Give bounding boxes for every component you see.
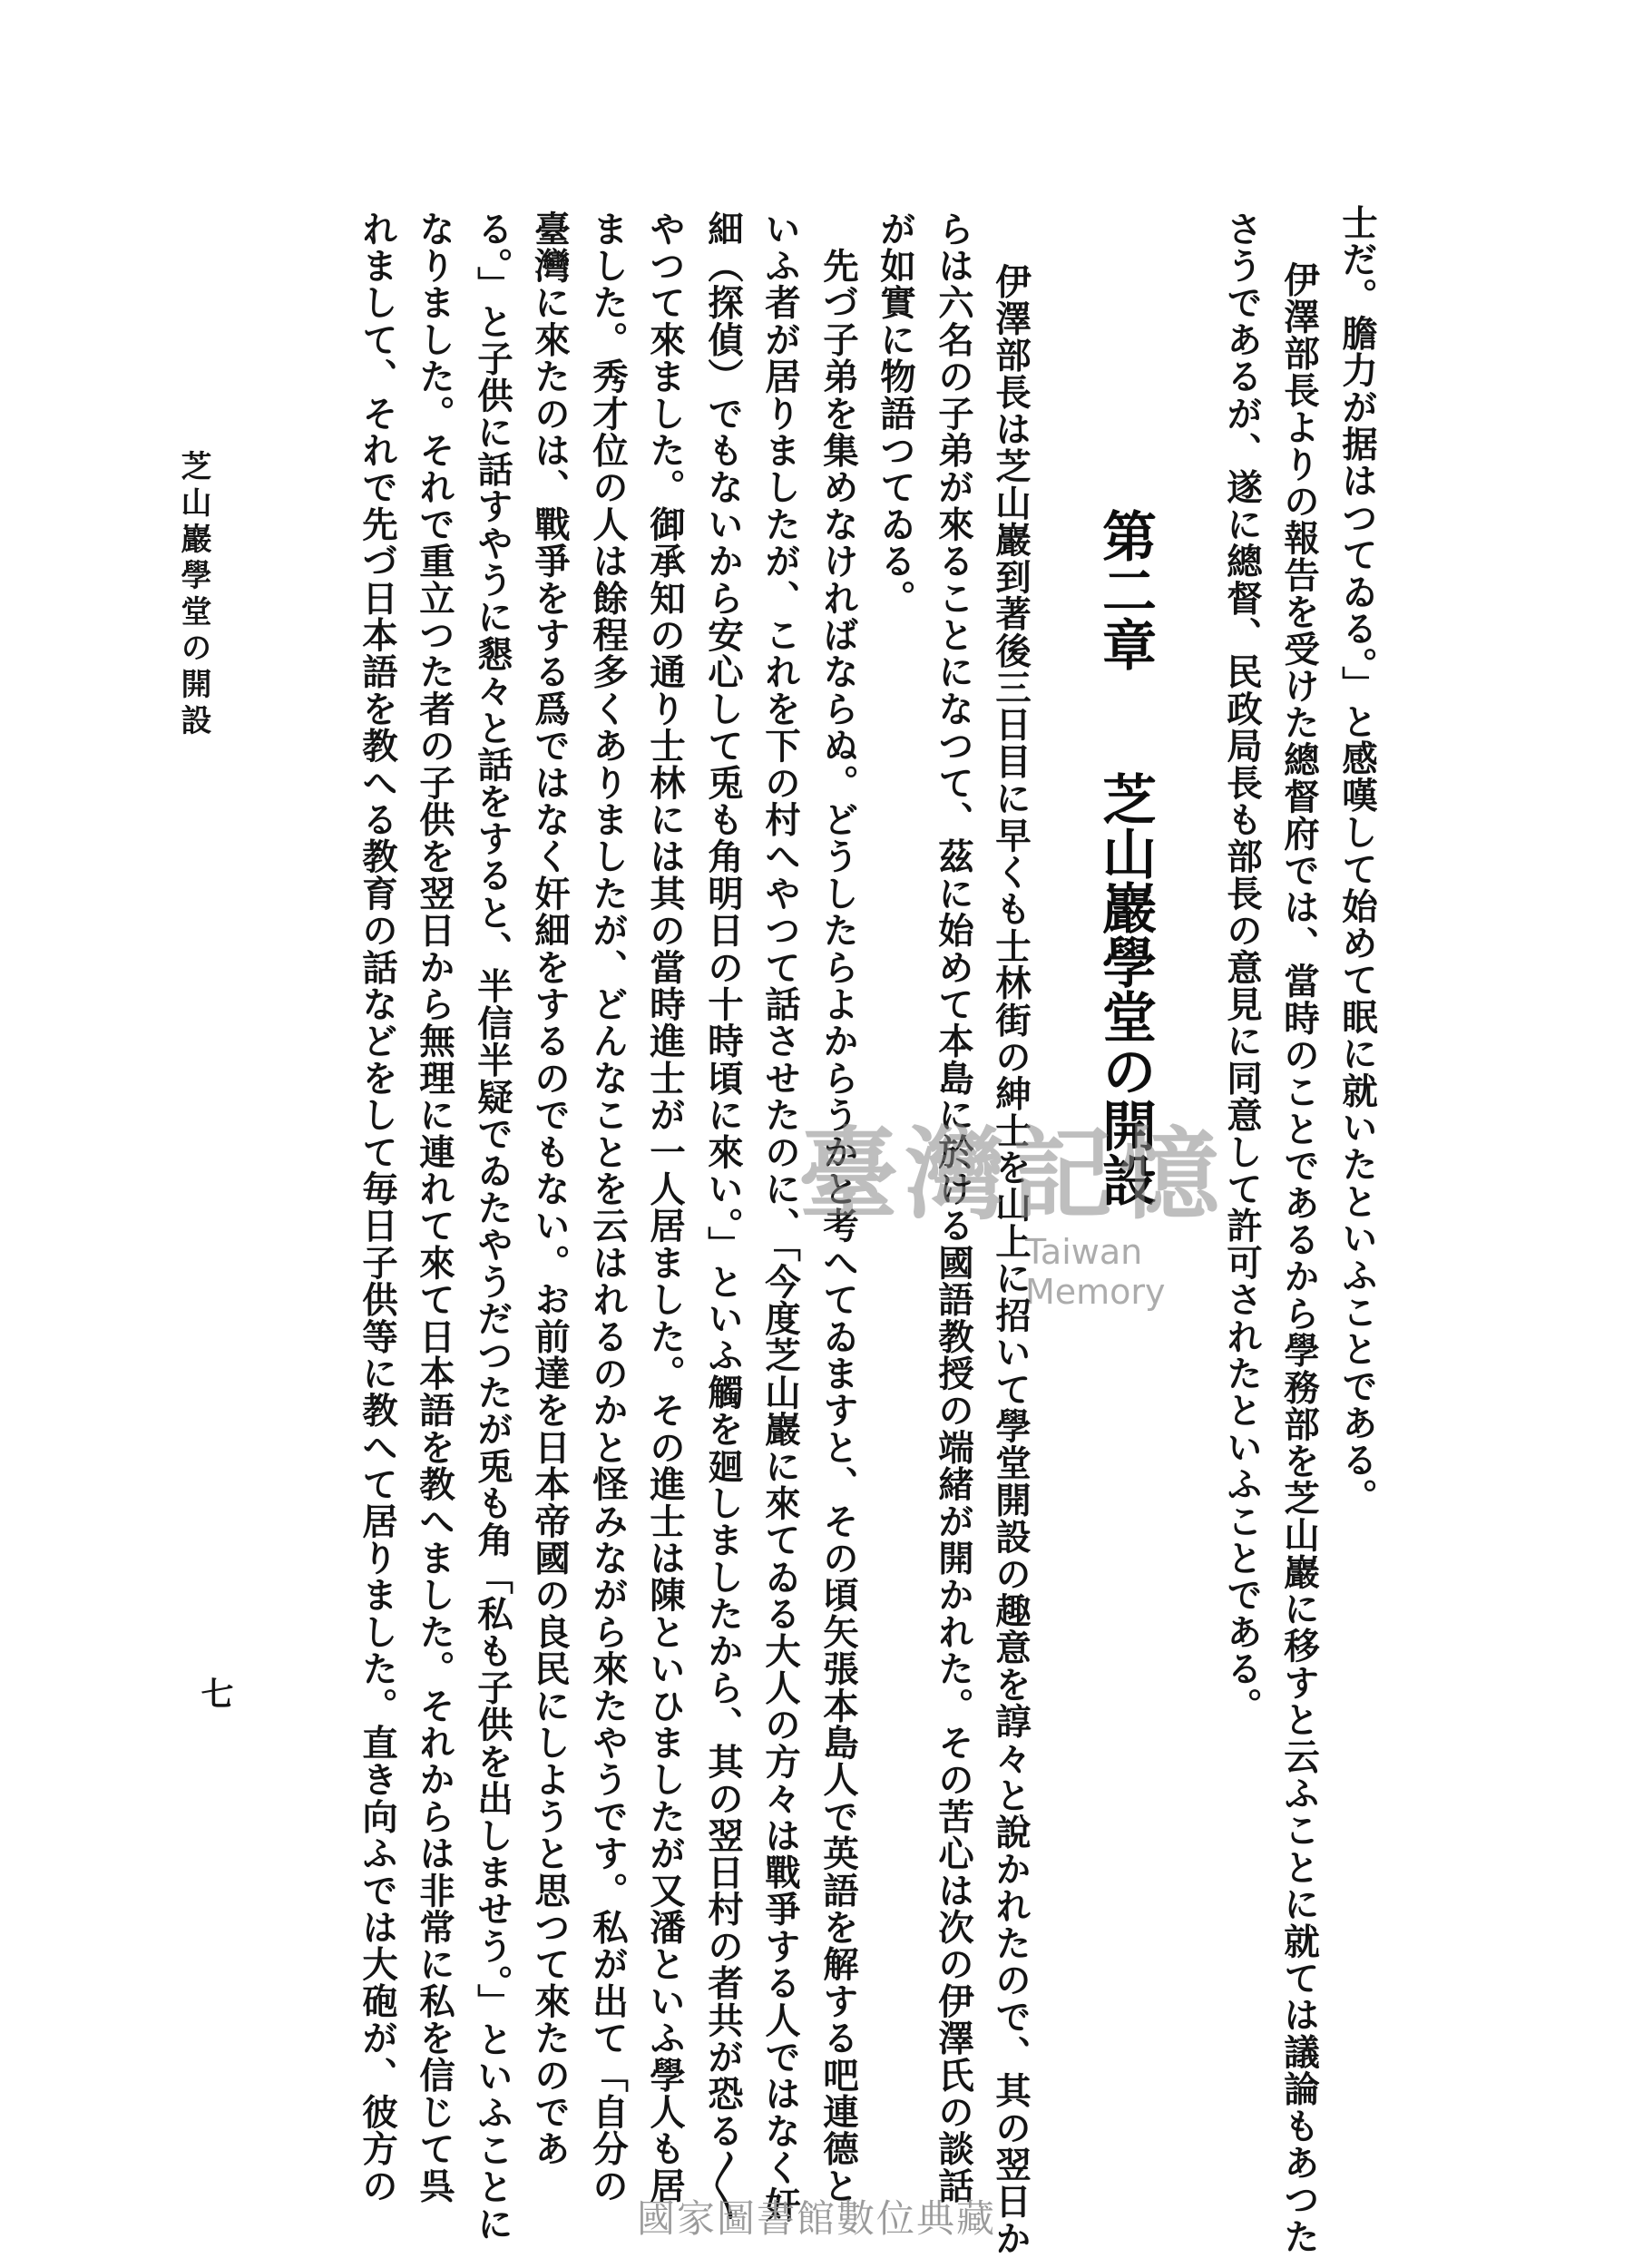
watermark-text: 臺灣記憶 [798,1117,1227,1233]
running-head: 芝山巖學堂の開設 [175,450,211,740]
watermark-subtext: Taiwan Memory [1025,1232,1166,1312]
chapter-title: 芝山巖學堂の開設 [1093,771,1157,1207]
watermark [798,1116,1288,1312]
text-column-14: なりました。それで重立つた者の子供を翌日から無理に連れて來て日本語を教へました。それからは非常に私を信じて呉 [414,210,455,2204]
text-column-13: る。」と子供に話すやうに懇々と話をすると、半信半疑でゐたやうだつたが兎も角「私も子供を出しませう。」といふことに [472,210,513,2243]
text-column-9: 細（探偵）でもないから安心して兎も角明日の十時頃に來い。」といふ觸を廻しましたから、其の翌日村の者共が恐る〳〵 [702,210,744,2223]
text-column-11: ました。秀才位の人は餘程多くありましたが、どんなことを云はれるのかと怪みながら來たやうです。私が出て「自分の [587,210,629,2204]
text-column-5: らは六名の子弟が來ることになつて、茲に始めて本島に於ける國語教授の端緒が開かれた。その苦心は次の伊澤氏の談話 [933,210,974,2204]
text-column-15: れまして、それで先づ日本語を教へる教育の話などをして毎日子供等に教へて居りました。直き向ふでは大砲が、彼方の [357,210,398,2204]
text-column-12: 臺灣に來たのは、戰爭をする爲ではなく奸細をするのでもない。お前達を日本帝國の良民にしようと思つて來たのであ [529,210,571,2168]
footer-collection-label: 國家圖書館數位典藏 [636,2196,996,2241]
text-column-4: 伊澤部長は芝山巖到著後三日目に早くも士林街の紳士を山上に招いて學堂開設の趣意を諄々と說かれたので、其の翌日か [990,263,1032,2257]
chapter-number: 第二章 [1093,508,1157,671]
text-column-2: 伊澤部長よりの報告を受けた總督府では、當時のことであるから學務部を芝山巖に移すと云ふことに就ては議論もあつた [1278,261,1320,2255]
text-column-3: さうであるが、遂に總督、民政局長も部長の意見に同意して許可されたといふことである。 [1221,210,1263,1725]
chapter-heading [1089,508,1161,1207]
page-number: 七 [196,1677,234,1709]
text-column-1: 士だ。膽力が据はつてゐる。」と感嘆して始めて眠に就いたといふことである。 [1336,204,1378,1516]
text-column-8: いふ者が居りましたが、これを下の村へやつて話させたのに、「今度芝山巖に來てゐる大人の方々は戰爭する人ではなく奸 [759,210,801,2224]
text-column-7: 先づ子弟を集めなければならぬ。どうしたらよからうかと考へてゐますと、その頃矢張本島人で英語を解する吧連德と [817,210,859,2204]
text-column-6: が如實に物語つてゐる。 [875,210,916,617]
text-column-10: やつて來ました。御承知の通り士林には其の當時進士が一人居ました。その進士は陳といひましたが又潘といふ學人も居 [644,210,686,2204]
